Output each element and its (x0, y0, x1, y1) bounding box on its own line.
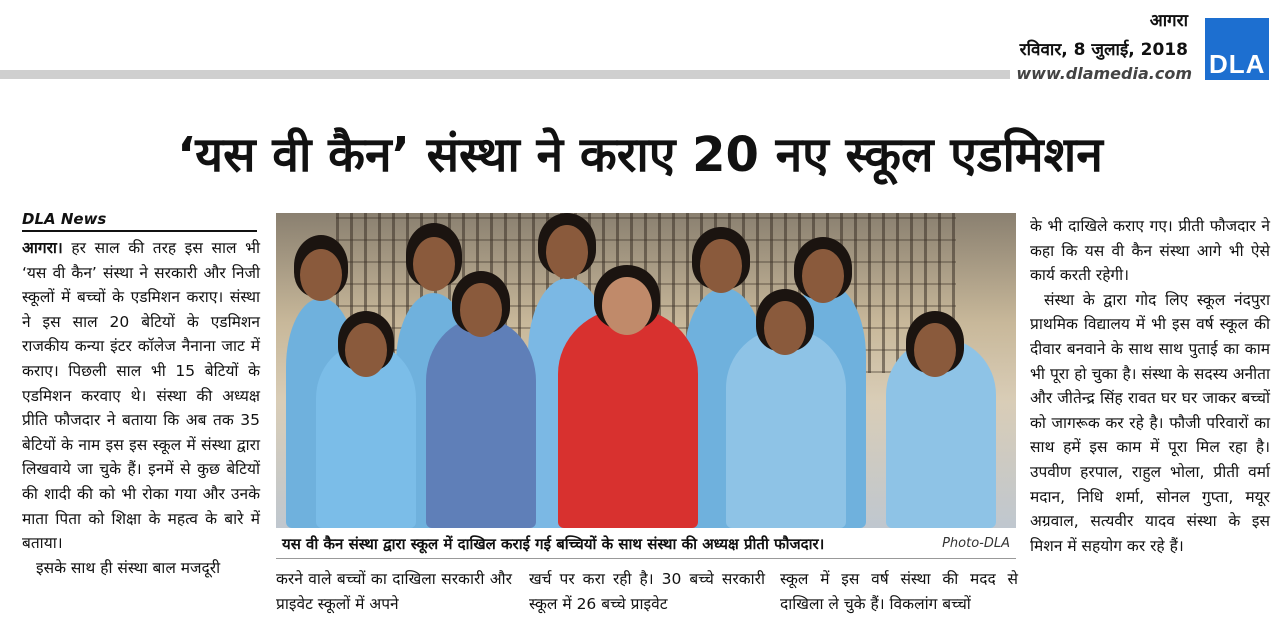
person-figure (726, 328, 846, 528)
person-face (802, 249, 844, 303)
article-paragraph: संस्था के द्वारा गोद लिए स्कूल नंदपुरा प्राथमिक विद्यालय में भी इस वर्ष स्कूल की दीवार बनवाने के साथ साथ पुताई का काम भी पूरा हो चुका है। संस्था के सदस्य अनीता और जीतेन्द्र सिंह रावत घर घर जाकर बच्चों को जागरूक कर रहे है। फौजी परिवारों का साथ हमें इस काम में पूरा मिल रहा है। उपवीण हरपाल, राहुल भोला, प्रीती वर्मा मदान, निधि शर्मा, सोनल गुप्ता, मयूर अग्रवाल, सत्यवीर यादव संस्था के इस मिशन में सहयोग कर रहे हैं। (1030, 290, 1270, 555)
article-column-bottom-2: खर्च पर करा रही है। 30 बच्चे सरकारी स्कूल में 26 बच्चे प्राइवेट (529, 570, 765, 613)
news-photo (276, 213, 1016, 528)
masthead (0, 0, 1280, 92)
photo-caption (276, 530, 1016, 559)
person-face (764, 301, 806, 355)
person-face (700, 239, 742, 293)
article-column-left (22, 236, 260, 580)
person-face (345, 323, 387, 377)
article-column-bottom-1: करने वाले बच्चों का दाखिला सरकारी और प्राइवेट स्कूलों में अपने (276, 570, 512, 613)
person-face (546, 225, 588, 279)
person-face (602, 277, 652, 335)
article-paragraph: इसके साथ ही संस्था बाल मजदूरी (36, 558, 221, 577)
caption-text: यस वी कैन संस्था द्वारा स्कूल में दाखिल कराई गई बच्चियों के साथ संस्था की अध्यक्ष प्रीती फौजदार। (282, 535, 825, 553)
person-face (914, 323, 956, 377)
dateline: आगरा। (22, 239, 63, 257)
masthead-rule (0, 70, 1010, 79)
masthead-city: आगरा (1149, 11, 1188, 31)
article-column-bottom-3: स्कूल में इस वर्ष संस्था की मदद से दाखिला ले चुके हैं। विकलांग बच्चों (780, 570, 1018, 613)
person-face (413, 237, 455, 291)
masthead-url[interactable]: www.dlamedia.com (1016, 64, 1192, 83)
dla-logo-text: DLA (1209, 49, 1266, 79)
headline: ‘यस वी कैन’ संस्था ने कराए 20 नए स्कूल एडमिशन (177, 127, 1103, 183)
dla-logo (1205, 18, 1269, 80)
article-column-right (1030, 214, 1270, 558)
person-figure (426, 318, 536, 528)
masthead-date: रविवार, 8 जुलाई, 2018 (1019, 40, 1188, 60)
article-paragraph: के भी दाखिले कराए गए। प्रीती फौजदार ने कहा कि यस वी कैन संस्था आगे भी ऐसे कार्य करती रहेगी। (1030, 217, 1270, 285)
byline: DLA News (22, 210, 257, 232)
person-face (460, 283, 502, 337)
article-paragraph (22, 236, 260, 556)
person-face (300, 249, 342, 301)
paragraph-text: हर साल की तरह इस साल भी ‘यस वी कैन’ संस्था ने सरकारी और निजी स्कूलों में बच्चों के एडमिशन कराए। संस्था ने इस साल 20 बेटियों के एडमिशन राजकीय कन्या इंटर कॉलेज नैनाना जाट में कराए। पिछली साल भी 15 बेटियों के एडमिशन करवाए थे। संस्था की अध्यक्ष प्रीति फौजदार ने बताया कि अब तक 35 बेटियों के नाम इस इस स्कूल में संस्था द्वारा लिखवाये जा चुके हैं। इनमें से कुछ बेटियों की शादी की को भी रोका गया और उनके माता पिता को शिक्षा के महत्व के बारे में बताया। (22, 239, 260, 553)
person-figure-leader (558, 308, 698, 528)
photo-credit: Photo-DLA (942, 536, 1010, 551)
